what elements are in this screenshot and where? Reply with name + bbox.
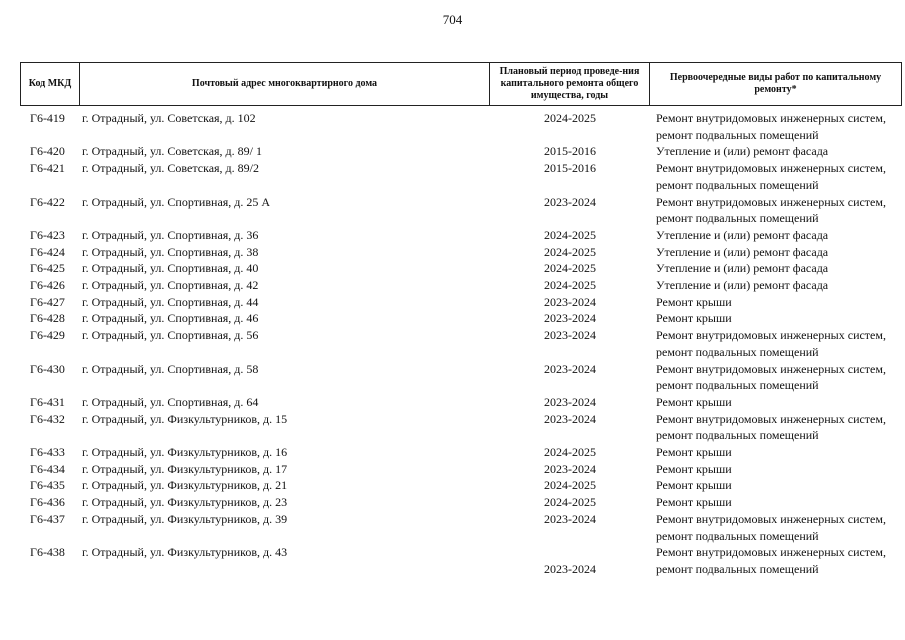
row-address: г. Отрадный, ул. Спортивная, д. 46 bbox=[82, 311, 259, 326]
header-period: Плановый период проведе-ния капитального ремонта общего имущества, годы bbox=[490, 63, 650, 105]
row-works-line: ремонт подвальных помещений bbox=[656, 211, 819, 226]
row-address: г. Отрадный, ул. Спортивная, д. 64 bbox=[82, 394, 259, 409]
row-works bbox=[650, 411, 902, 444]
row-works-line: Утепление и (или) ремонт фасада bbox=[656, 278, 829, 293]
row-works bbox=[650, 361, 902, 394]
row-address: г. Отрадный, ул. Советская, д. 89/ 1 bbox=[82, 144, 262, 159]
row-address: г. Отрадный, ул. Спортивная, д. 44 bbox=[82, 294, 259, 309]
row-works-line: Ремонт внутридомовых инженерных систем, bbox=[656, 411, 886, 426]
row-address: г. Отрадный, ул. Физкультурников, д. 21 bbox=[82, 478, 288, 493]
table-row bbox=[20, 277, 902, 294]
row-period: 2015-2016 bbox=[544, 144, 596, 159]
row-code: Г6-435 bbox=[30, 478, 65, 493]
row-works bbox=[650, 160, 902, 193]
row-period: 2023-2024 bbox=[544, 311, 596, 326]
row-works-line: Ремонт внутридомовых инженерных систем, bbox=[656, 511, 886, 526]
row-works-line: Ремонт крыши bbox=[656, 394, 732, 409]
row-code: Г6-432 bbox=[30, 411, 65, 426]
row-works bbox=[650, 227, 902, 244]
row-works bbox=[650, 294, 902, 311]
row-works-line: Ремонт крыши bbox=[656, 445, 732, 460]
row-works bbox=[650, 194, 902, 227]
row-code: Г6-423 bbox=[30, 227, 65, 242]
row-works-line: Утепление и (или) ремонт фасада bbox=[656, 227, 829, 242]
row-period: 2024-2025 bbox=[544, 261, 596, 276]
row-code: Г6-431 bbox=[30, 394, 65, 409]
table-row bbox=[20, 477, 902, 494]
row-works-line: Ремонт крыши bbox=[656, 478, 732, 493]
table-row bbox=[20, 361, 902, 394]
row-address: г. Отрадный, ул. Спортивная, д. 40 bbox=[82, 261, 259, 276]
row-address: г. Отрадный, ул. Физкультурников, д. 15 bbox=[82, 411, 288, 426]
row-period: 2024-2025 bbox=[544, 244, 596, 259]
row-address: г. Отрадный, ул. Спортивная, д. 42 bbox=[82, 278, 259, 293]
row-period: 2023-2024 bbox=[544, 394, 596, 409]
row-works bbox=[650, 327, 902, 360]
table-row bbox=[20, 227, 902, 244]
row-works-line: Ремонт крыши bbox=[656, 461, 732, 476]
row-works bbox=[650, 544, 902, 577]
row-address: г. Отрадный, ул. Советская, д. 89/2 bbox=[82, 161, 259, 176]
row-works bbox=[650, 444, 902, 461]
row-address: г. Отрадный, ул. Физкультурников, д. 43 bbox=[82, 545, 288, 560]
row-code: Г6-422 bbox=[30, 194, 65, 209]
header-works: Первоочередные виды работ по капитальному ремонту* bbox=[650, 63, 902, 105]
row-works bbox=[650, 310, 902, 327]
row-period: 2023-2024 bbox=[544, 194, 596, 209]
row-address: г. Отрадный, ул. Спортивная, д. 58 bbox=[82, 361, 259, 376]
row-period: 2023-2024 bbox=[544, 361, 596, 376]
row-works bbox=[650, 277, 902, 294]
row-works-line: Ремонт внутридомовых инженерных систем, bbox=[656, 361, 886, 376]
row-works-line: Ремонт крыши bbox=[656, 495, 732, 510]
row-works-line: Ремонт крыши bbox=[656, 311, 732, 326]
row-works bbox=[650, 244, 902, 261]
table-row bbox=[20, 327, 902, 360]
row-works-line: ремонт подвальных помещений bbox=[656, 127, 819, 142]
row-works-line: ремонт подвальных помещений bbox=[656, 561, 819, 576]
row-code: Г6-429 bbox=[30, 328, 65, 343]
row-period: 2024-2025 bbox=[544, 445, 596, 460]
row-period: 2023-2024 bbox=[544, 328, 596, 343]
row-code: Г6-421 bbox=[30, 161, 65, 176]
row-period: 2024-2025 bbox=[544, 478, 596, 493]
table-row bbox=[20, 461, 902, 478]
table-row bbox=[20, 143, 902, 160]
row-works-line: ремонт подвальных помещений bbox=[656, 344, 819, 359]
row-period: 2023-2024 bbox=[544, 411, 596, 426]
table-row bbox=[20, 110, 902, 143]
page-number: 704 bbox=[442, 12, 463, 27]
row-address: г. Отрадный, ул. Спортивная, д. 25 А bbox=[82, 194, 271, 209]
row-code: Г6-438 bbox=[30, 545, 65, 560]
row-period: 2024-2025 bbox=[544, 111, 596, 125]
row-address: г. Отрадный, ул. Физкультурников, д. 23 bbox=[82, 495, 288, 510]
row-code: Г6-428 bbox=[30, 311, 65, 326]
row-address: г. Отрадный, ул. Физкультурников, д. 17 bbox=[82, 461, 288, 476]
row-code: Г6-425 bbox=[30, 261, 65, 276]
row-code: Г6-434 bbox=[30, 461, 65, 476]
row-works-line: ремонт подвальных помещений bbox=[656, 428, 819, 443]
row-period: 2023-2024 bbox=[544, 511, 596, 526]
row-code: Г6-436 bbox=[30, 495, 65, 510]
row-code: Г6-430 bbox=[30, 361, 65, 376]
row-works-line: Ремонт внутридомовых инженерных систем, bbox=[656, 545, 886, 560]
row-code: Г6-420 bbox=[30, 144, 65, 159]
row-code: Г6-427 bbox=[30, 294, 65, 309]
row-address: г. Отрадный, ул. Спортивная, д. 56 bbox=[82, 328, 259, 343]
row-code: Г6-437 bbox=[30, 511, 65, 526]
row-works bbox=[650, 260, 902, 277]
row-works-line: ремонт подвальных помещений bbox=[656, 378, 819, 393]
row-works bbox=[650, 110, 902, 143]
row-address: г. Отрадный, ул. Физкультурников, д. 39 bbox=[82, 511, 288, 526]
header-code: Код МКД bbox=[20, 63, 80, 105]
row-works-line: Ремонт внутридомовых инженерных систем, bbox=[656, 328, 886, 343]
table-row bbox=[20, 511, 902, 544]
row-works-line: Утепление и (или) ремонт фасада bbox=[656, 144, 829, 159]
row-works-line: Утепление и (или) ремонт фасада bbox=[656, 261, 829, 276]
row-code: Г6-433 bbox=[30, 445, 65, 460]
row-period: 2024-2025 bbox=[544, 227, 596, 242]
table-row bbox=[20, 294, 902, 311]
row-address: г. Отрадный, ул. Спортивная, д. 38 bbox=[82, 244, 259, 259]
row-works-line: Утепление и (или) ремонт фасада bbox=[656, 244, 829, 259]
table-row bbox=[20, 411, 902, 444]
row-period: 2015-2016 bbox=[544, 161, 596, 176]
row-works-line: ремонт подвальных помещений bbox=[656, 177, 819, 192]
row-works-line: ремонт подвальных помещений bbox=[656, 528, 819, 543]
row-code: Г6-426 bbox=[30, 278, 65, 293]
row-works bbox=[650, 143, 902, 160]
header-address: Почтовый адрес многоквартирного дома bbox=[80, 63, 490, 105]
table-row bbox=[20, 310, 902, 327]
row-works-line: Ремонт внутридомовых инженерных систем, bbox=[656, 111, 886, 125]
row-code: Г6-424 bbox=[30, 244, 65, 259]
row-period: 2023-2024 bbox=[544, 294, 596, 309]
table-row bbox=[20, 444, 902, 461]
row-period: 2023-2024 bbox=[544, 561, 596, 576]
row-works-line: Ремонт крыши bbox=[656, 294, 732, 309]
row-works bbox=[650, 477, 902, 494]
table-row bbox=[20, 244, 902, 261]
row-works bbox=[650, 494, 902, 511]
row-period: 2023-2024 bbox=[544, 461, 596, 476]
row-works bbox=[650, 461, 902, 478]
row-period: 2024-2025 bbox=[544, 495, 596, 510]
row-works-line: Ремонт внутридомовых инженерных систем, bbox=[656, 161, 886, 176]
row-address: г. Отрадный, ул. Советская, д. 102 bbox=[82, 111, 256, 125]
row-works-line: Ремонт внутридомовых инженерных систем, bbox=[656, 194, 886, 209]
row-works bbox=[650, 394, 902, 411]
table-row bbox=[20, 544, 902, 577]
table-row bbox=[20, 494, 902, 511]
row-address: г. Отрадный, ул. Спортивная, д. 36 bbox=[82, 227, 259, 242]
table-header bbox=[20, 62, 902, 106]
row-address: г. Отрадный, ул. Физкультурников, д. 16 bbox=[82, 445, 288, 460]
table-row bbox=[20, 194, 902, 227]
row-period: 2024-2025 bbox=[544, 278, 596, 293]
table-body bbox=[20, 110, 902, 578]
table-row bbox=[20, 160, 902, 193]
table-row bbox=[20, 394, 902, 411]
row-code: Г6-419 bbox=[30, 111, 65, 125]
row-works bbox=[650, 511, 902, 544]
table-row bbox=[20, 260, 902, 277]
